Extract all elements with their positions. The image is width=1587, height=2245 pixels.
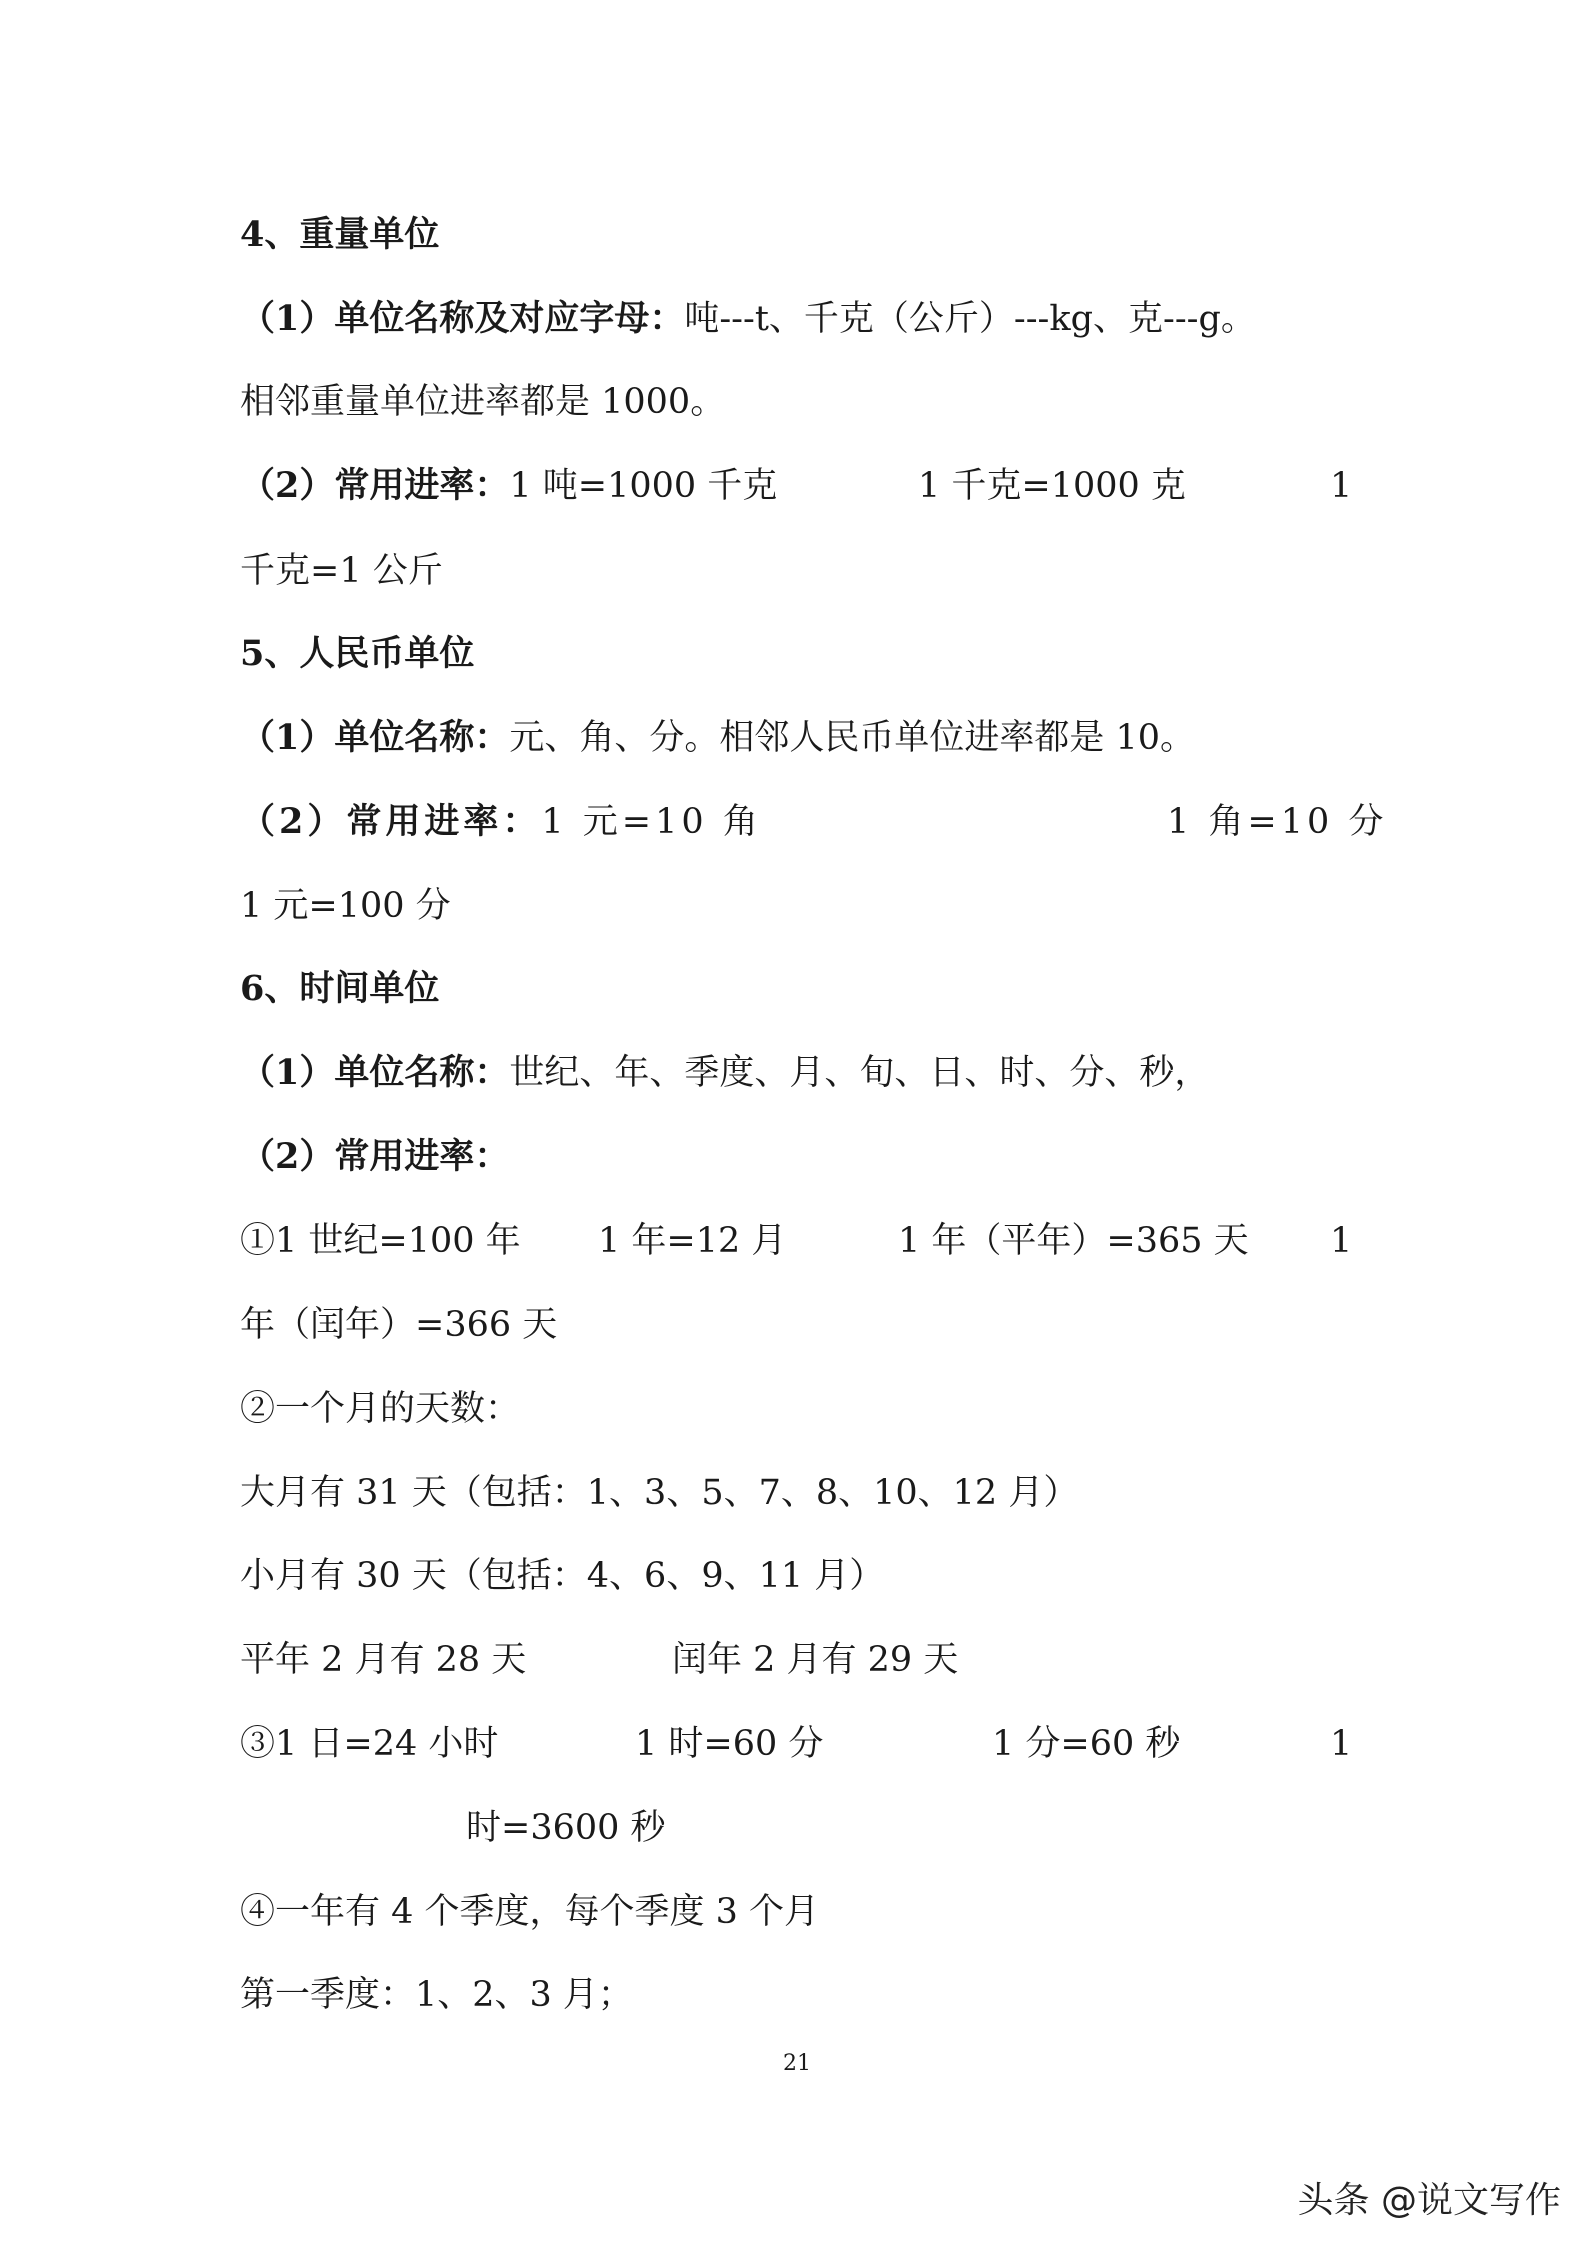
sec6-item1-label: （1）单位名称： — [240, 1052, 510, 1093]
sec6-item1 — [240, 1051, 1209, 1095]
sec4-item2 — [240, 464, 777, 508]
sec6-rate1-a: ①1 世纪=100 年 — [240, 1221, 521, 1261]
sec5-item1 — [240, 716, 1195, 760]
sec6-rate1-c: 1 年（平年）=365 天 — [898, 1221, 1249, 1261]
sec4-item2-label: （2）常用进率： — [240, 465, 510, 506]
sec4-item2-a: 1 吨=1000 千克 — [509, 466, 778, 506]
sec6-rate3-b: 1 时=60 分 — [635, 1724, 824, 1764]
sec4-item2-b: 1 千克=1000 克 — [918, 466, 1186, 506]
sec6-rate3-a: ③1 日=24 小时 — [240, 1724, 499, 1764]
sec5-item2-b: 1 角=10 分 — [1167, 802, 1388, 842]
sec6-feb-common: 平年 2 月有 28 天 — [240, 1640, 527, 1680]
section-5-heading: 5、人民币单位 — [240, 633, 475, 674]
sec5-item2-label: （2）常用进率： — [240, 801, 542, 842]
sec6-item2-label: （2）常用进率： — [240, 1136, 510, 1177]
sec6-rate1-b: 1 年=12 月 — [598, 1221, 787, 1261]
sec4-item1-text: 吨---t、千克（公斤）---kg、克---g。 — [684, 299, 1256, 339]
section-6-heading: 6、时间单位 — [240, 968, 440, 1009]
sec6-rate3-cont: 时=3600 秒 — [466, 1808, 666, 1848]
sec4-item1-label: （1）单位名称及对应字母： — [240, 298, 685, 339]
sec5-item2-a: 1 元=10 角 — [541, 802, 762, 842]
sec4-item1-cont: 相邻重量单位进率都是 1000。 — [240, 382, 726, 422]
page-number: 21 — [783, 2051, 811, 2076]
sec6-feb-leap: 闰年 2 月有 29 天 — [672, 1640, 959, 1680]
sec5-item2-cont: 1 元=100 分 — [240, 886, 451, 926]
sec6-quarter-1: 第一季度：1、2、3 月； — [240, 1975, 633, 2015]
sec6-rate3-d: 1 — [1330, 1724, 1353, 1764]
sec5-item2 — [240, 800, 762, 844]
sec4-item2-c: 1 — [1330, 466, 1353, 506]
section-4-heading: 4、重量单位 — [240, 214, 440, 255]
sec6-rate1-d: 1 — [1330, 1221, 1353, 1261]
sec6-small-month: 小月有 30 天（包括：4、6、9、11 月） — [240, 1556, 885, 1596]
watermark: 头条 @说文写作 — [1297, 2180, 1561, 2221]
sec4-item2-cont: 千克=1 公斤 — [240, 551, 443, 591]
sec6-rate3-c: 1 分=60 秒 — [992, 1724, 1181, 1764]
sec6-item1-text: 世纪、年、季度、月、旬、日、时、分、秒， — [509, 1053, 1210, 1093]
sec6-big-month: 大月有 31 天（包括：1、3、5、7、8、10、12 月） — [240, 1473, 1079, 1513]
sec5-item1-text: 元、角、分。相邻人民币单位进率都是 10。 — [509, 718, 1196, 758]
sec5-item1-label: （1）单位名称： — [240, 717, 510, 758]
sec6-rate2: ②一个月的天数： — [240, 1389, 521, 1429]
sec6-rate1-cont: 年（闰年）=366 天 — [240, 1305, 558, 1345]
sec4-item1 — [240, 297, 1256, 341]
sec6-rate4: ④一年有 4 个季度，每个季度 3 个月 — [240, 1892, 820, 1932]
